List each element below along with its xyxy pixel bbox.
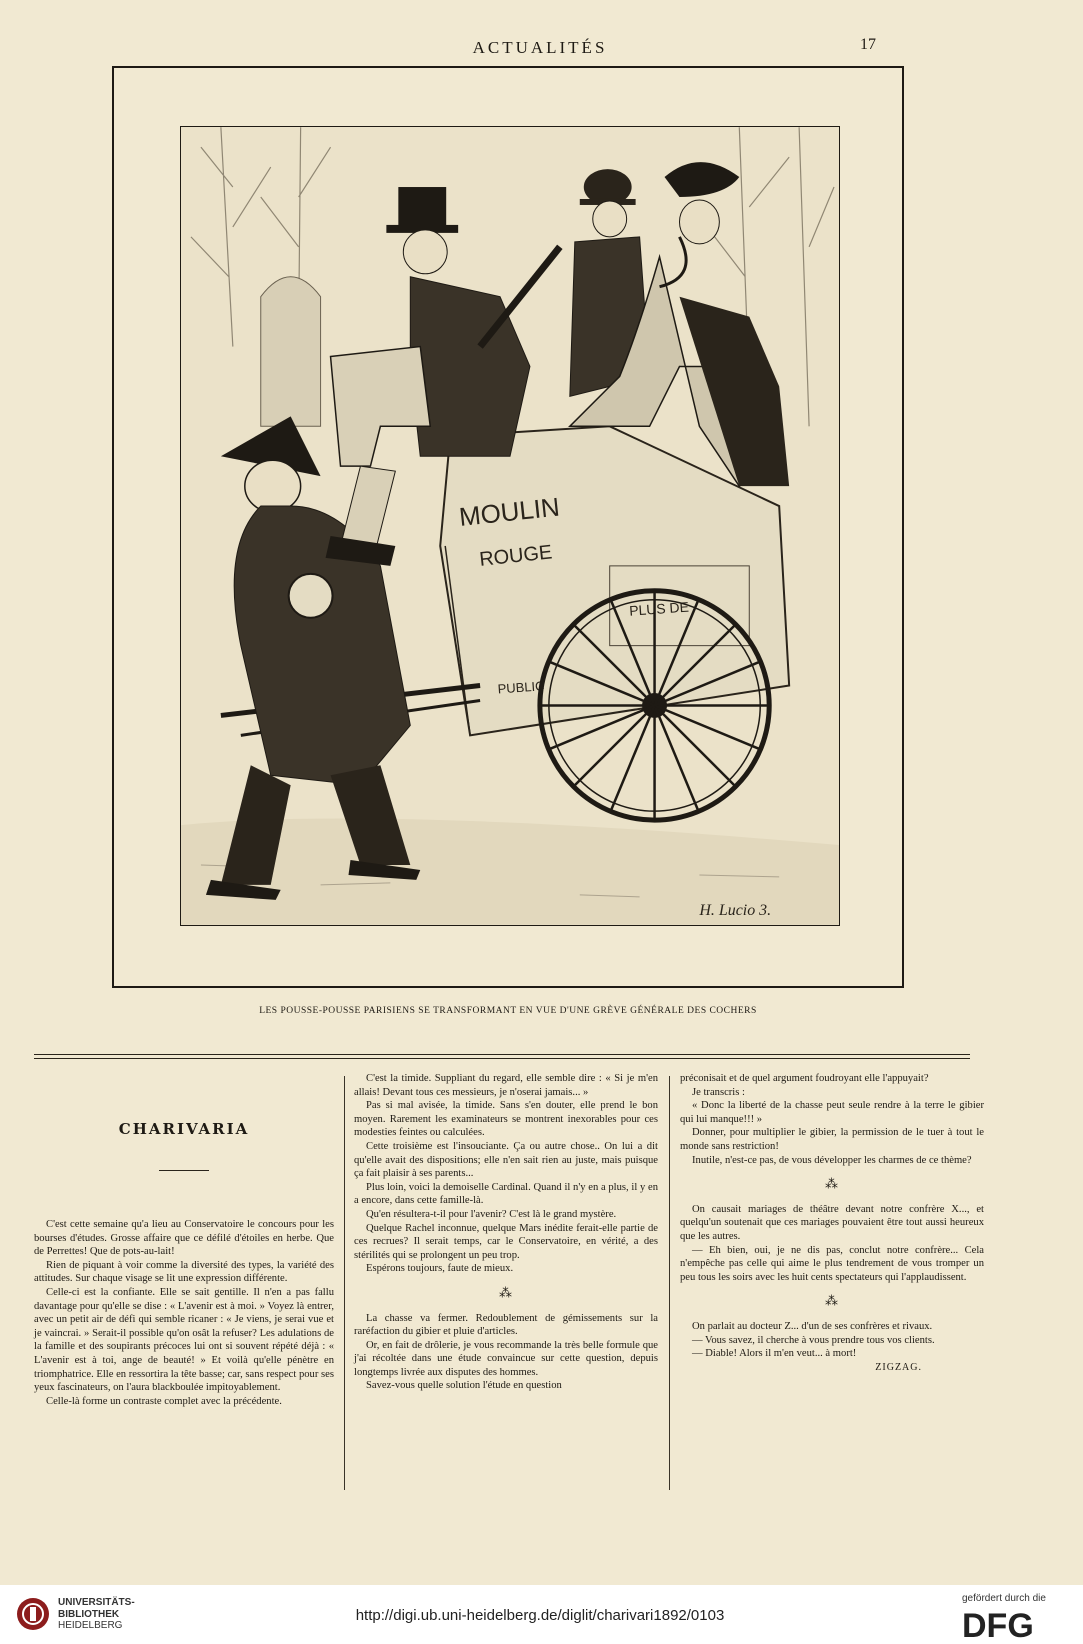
source-url-link[interactable]: http://digi.ub.uni-heidelberg.de/diglit/charivari1892/0103 [355,1607,725,1624]
sign-text-rouge: ROUGE [478,541,554,571]
paragraph: Celle-ci est la confiante. Elle se sait gentille. Il n'en a pas fallu davantage pour qu'elle se dise : « L'avenir est à moi. » Voyez là entrer, avec un petit air de défi qui semble ricaner : « Je viens, je serai vue et je vaincrai. » Serait-il possible qu'on osât la refuser? Les adulations de la famille et des soupirants précoces lui ont si souvent répété déjà : « L'avenir est à toi, ange de beauté! » Et voilà qu'elle pénètre en triomphatrice. Elle en ressortira la tête basse; car, sans respect pour ses yeux fascinateurs, on l'aura blackboulée impitoyablement. [34,1286,334,1394]
library-name-line: BIBLIOTHEK [58,1608,120,1620]
paragraph: La chasse va fermer. Redoublement de gémissements sur la raréfaction du gibier et pluie d'articles. [354,1312,658,1338]
paragraph: Donner, pour multiplier le gibier, la permission de le tuer à tout le monde sans restriction! [680,1127,984,1152]
column-3 [680,1072,984,1374]
paragraph: Qu'en résultera-t-il pour l'avenir? C'est là le grand mystère. [366,1208,617,1220]
section-separator: ⁂ [499,1284,513,1300]
paragraph: — Vous savez, il cherche à vous prendre tous vos clients. [692,1334,935,1346]
paragraph: Cette troisième est l'insouciante. Ça ou autre chose.. On lui a dit qu'elle avait des dispositions; elle n'en sait rien au juste, mais puisque ça fait plaisir à ses parents... [354,1140,658,1180]
paragraph: préconisait et de quel argument foudroyant elle l'appuyait? [680,1073,929,1084]
paragraph: C'est cette semaine qu'a lieu au Conservatoire le concours pour les bourses d'études. Grosse affaire que ce défilé d'étoiles en herbe. Que de Perrettes! Que de pots-au-lait! [34,1219,334,1258]
paragraph: Quelque Rachel inconnue, quelque Mars inédite ferait-elle partie de ces recrues? Il serait temps, car le Conservatoire, en vérité, a des stérilités qui se prolongent un peu trop. [354,1222,658,1261]
page-number: 17 [860,36,876,53]
column-1-body [34,1218,334,1408]
paragraph: Pas si mal avisée, la timide. Sans s'en douter, elle prend le bon moyen. Rarement les examinateurs se montrent inexorables pour ces modesties feintes ou calculées. [354,1100,658,1139]
paragraph: Espérons toujours, faute de mieux. [366,1263,514,1275]
paragraph: — Eh bien, oui, je ne dis pas, conclut notre confrère... Cela n'empêche pas celle qui aime le plus tendrement de vous tromper un peu tous les soirs avec les huit cents spectateurs qui l'applaudissent. [680,1244,984,1283]
paragraph: Rien de piquant à voir comme la diversité des types, la variété des attitudes. Sur chaque visage se lit une expression différente. [34,1259,334,1285]
library-name-line: UNIVERSITÄTS- [58,1597,135,1608]
divider-rule-top [34,1054,970,1055]
section-title-underline [159,1170,209,1171]
section-separator: ⁂ [825,1176,839,1192]
illustration-drawing [181,127,839,925]
column-divider-1 [344,1076,345,1490]
paragraph: Inutile, n'est-ce pas, de vous développer les charmes de ce thème? [692,1154,972,1166]
paragraph: Savez-vous quelle solution l'étude en question [366,1380,562,1392]
paragraph: « Donc la liberté de la chasse peut seule rendre à la terre le gibier qui lui manque!!! » [680,1100,984,1125]
sign-text-plus-de: PLUS DE [628,598,690,619]
dfg-logo-text: DFG [962,1607,1034,1639]
library-name-line: HEIDELBERG [58,1620,123,1631]
divider-rule-bottom [34,1058,970,1059]
paragraph: Celle-là forme un contraste complet avec la précédente. [46,1395,282,1407]
sign-text-moulin: MOULIN [457,493,561,532]
paragraph: On parlait au docteur Z... d'un de ses confrères et rivaux. [692,1320,933,1332]
illustration-frame [112,66,904,988]
cart-wheel [540,591,769,820]
sign-text-public: PUBLIC [497,678,545,697]
illustration-caption: LES POUSSE-POUSSE PARISIENS SE TRANSFORMANT EN VUE D'UNE GRÈVE GÉNÉRALE DES COCHERS [259,1006,757,1016]
paragraph: C'est la timide. Suppliant du regard, elle semble dire : « Si je m'en allais! Devant tous ces messieurs, je n'oserai jamais... » [354,1073,658,1098]
sponsor-text: gefördert durch die [962,1593,1046,1604]
section-title: CHARIVARIA [118,1120,250,1138]
library-name [58,1597,135,1632]
paragraph: Plus loin, voici la demoiselle Cardinal. Quand il n'y en a plus, il y en a encore, dans cette famille-là. [354,1181,658,1207]
digitization-footer [0,1585,1083,1644]
artist-signature: H. Lucio 3. [699,901,772,919]
illustration [180,126,840,926]
column-2 [354,1072,658,1393]
paragraph: — Diable! Alors il m'en veut... à mort! [692,1348,857,1360]
column-divider-2 [669,1076,670,1490]
section-separator: ⁂ [825,1293,839,1309]
dfg-logo-icon [962,1607,1070,1639]
paragraph: On causait mariages de théâtre devant notre confrère X..., et quelqu'un soutenait que ces mariages pouvaient être tout aussi heureux que les autres. [680,1203,984,1242]
page-header-title: ACTUALITÉS [472,38,608,57]
paragraph: Or, en fait de drôlerie, je vous recommande la très belle formule que j'ai récoltée dans une étude convaincue sur cette question, depuis longtemps livrée aux disputes des hommes. [354,1339,658,1378]
university-seal-icon [16,1597,50,1631]
author-signature: ZIGZAG. [875,1361,922,1373]
paragraph: Je transcris : [692,1086,745,1098]
